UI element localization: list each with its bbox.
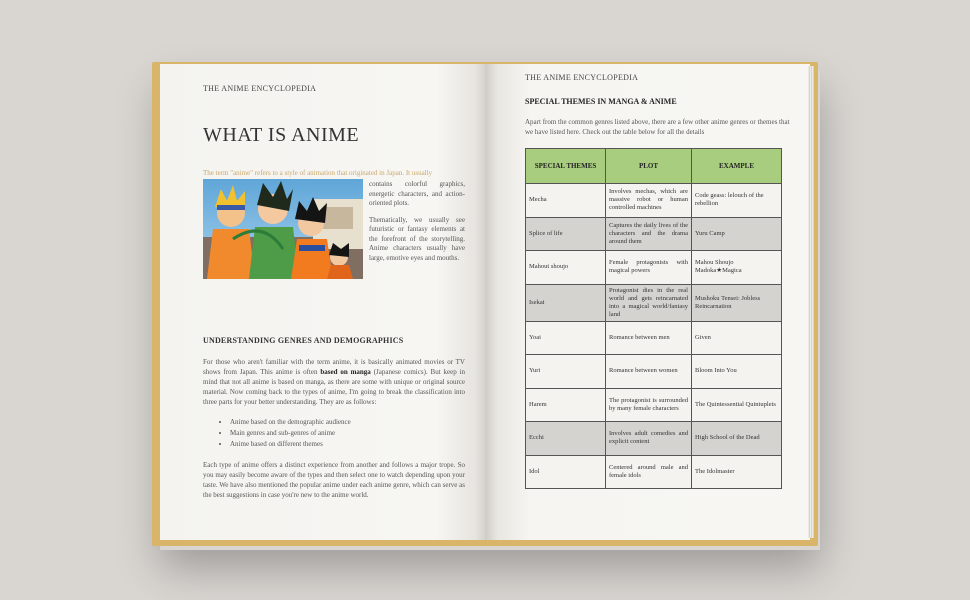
plot-cell: Romance between women <box>606 355 692 389</box>
body-paragraph-2: Each type of anime offers a distinct experience from another and follows a major trope. So you may easily become aware of the types and then select one to watch depending upon your taste. We have also mentioned the popular anime under each anime genre, which can serve as the best suggestions in case you're new to the anime world. <box>203 461 465 499</box>
theme-cell: Harem <box>526 388 606 422</box>
example-cell: Mahou Shoujo Madoka★Magica <box>692 251 782 285</box>
plot-cell: Romance between men <box>606 321 692 355</box>
table-row <box>526 321 782 355</box>
theme-cell: Isekai <box>526 284 606 321</box>
page-edges <box>808 66 814 538</box>
header-special-themes: SPECIAL THEMES <box>526 149 606 184</box>
intro-side-para1: contains colorful graphics, energetic characters, and action-oriented plots. <box>369 180 465 207</box>
anime-characters-illustration <box>203 179 363 279</box>
right-page <box>485 64 810 540</box>
theme-cell: Mahout shoujo <box>526 251 606 285</box>
theme-cell: Yoai <box>526 321 606 355</box>
theme-cell: Splice of life <box>526 217 606 251</box>
intro-side-text <box>369 180 465 270</box>
plot-cell: The protagonist is surrounded by many female characters <box>606 388 692 422</box>
plot-cell: Protagonist dies in the real world and gets reincarnated into a magical world/fantasy land <box>606 284 692 321</box>
example-cell: The Quintessential Quintuplets <box>692 388 782 422</box>
theme-cell: Idol <box>526 455 606 489</box>
example-cell: Code geass: lelouch of the rebellion <box>692 184 782 218</box>
header-example: EXAMPLE <box>692 149 782 184</box>
body-paragraph-1 <box>203 357 465 407</box>
themes-table <box>525 148 782 489</box>
example-cell: Bloom Into You <box>692 355 782 389</box>
themes-title: SPECIAL THEMES IN MANGA & ANIME <box>525 97 677 106</box>
example-cell: The Idolmaster <box>692 455 782 489</box>
example-cell: High School of the Dead <box>692 422 782 456</box>
table-row <box>526 355 782 389</box>
example-cell: Given <box>692 321 782 355</box>
plot-cell: Centered around male and female idols <box>606 455 692 489</box>
table-row <box>526 422 782 456</box>
plot-cell: Involves adult comedies and explicit content <box>606 422 692 456</box>
theme-cell: Ecchi <box>526 422 606 456</box>
table-header-row <box>526 149 782 184</box>
plot-cell: Involves mechas, which are massive robot or human controlled machines <box>606 184 692 218</box>
para1-end: (Japanese comics). But keep in mind that not all anime is based on manga, as there are some with unique or original source material. Now coming back to the types of anime, I'm going to break the classification into three parts for your better understanding. They are as follows: <box>203 368 466 406</box>
list-item: • Anime based on the demographic audience <box>230 417 351 428</box>
left-page <box>160 64 485 540</box>
list-item: • Anime based on different themes <box>230 439 351 450</box>
intro-lead-text: The term "anime" refers to a style of animation that originated in Japan. It usually <box>203 169 433 177</box>
example-cell: Yuru Camp <box>692 217 782 251</box>
example-cell: Mushoku Tensei: Jobless Reincarnation <box>692 284 782 321</box>
classification-list <box>218 417 351 450</box>
page-title: WHAT IS ANIME <box>203 124 360 146</box>
para1-bold: based on manga <box>320 368 371 376</box>
section-heading: UNDERSTANDING GENRES AND DEMOGRAPHICS <box>203 336 404 345</box>
running-head: THE ANIME ENCYCLOPEDIA <box>203 84 317 93</box>
themes-intro: Apart from the common genres listed above, there are a few other anime genres or themes that we have listed here. Check out the table below for all the details <box>525 118 790 136</box>
intro-side-para2: Thematically, we usually see futuristic or fantasy elements at the forefront of the storytelling. Anime characters usually have large, emotive eyes and mouths. <box>369 215 465 262</box>
intro-lead <box>203 168 463 178</box>
table-row <box>526 251 782 285</box>
theme-cell: Mecha <box>526 184 606 218</box>
plot-cell: Female protagonists with magical powers <box>606 251 692 285</box>
table-row <box>526 388 782 422</box>
para1-start: For those who aren't familiar with the term anime, it is basically animated movies or TV shows from Japan. This anime is often <box>203 358 465 376</box>
plot-cell: Captures the daily lives of the characters and the drama around them <box>606 217 692 251</box>
header-plot: PLOT <box>606 149 692 184</box>
running-head: THE ANIME ENCYCLOPEDIA <box>525 73 639 82</box>
table-row <box>526 455 782 489</box>
theme-cell: Yuri <box>526 355 606 389</box>
list-item: • Main genres and sub-genres of anime <box>230 428 351 439</box>
table-row <box>526 217 782 251</box>
table-row <box>526 184 782 218</box>
table-row <box>526 284 782 321</box>
